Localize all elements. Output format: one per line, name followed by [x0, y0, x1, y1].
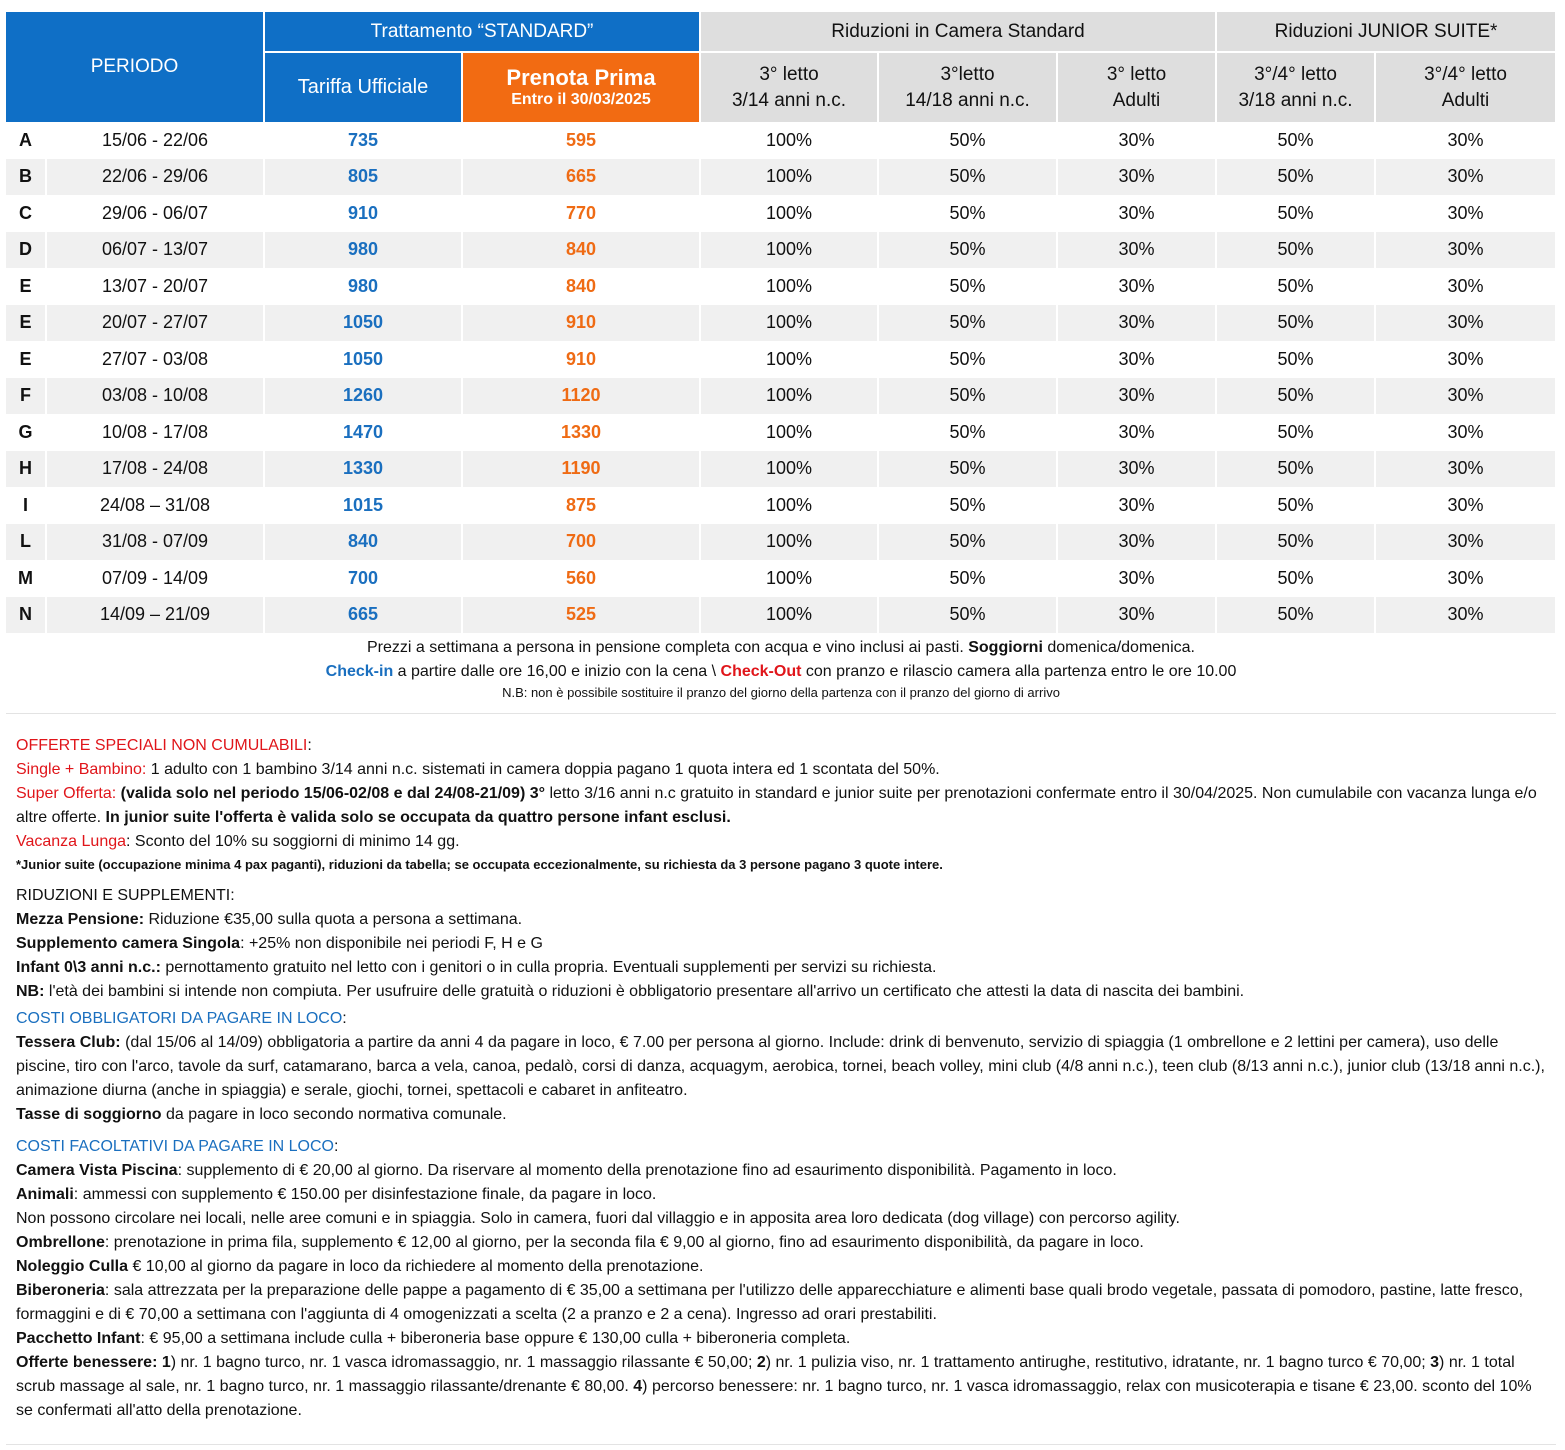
- row-letter: L: [6, 524, 46, 561]
- vista-piscina: Camera Vista Piscina: supplemento di € 20,00 al giorno. Da riservare al momento della prenotazione fino ad esaurimento disponibilità. Pagamento in loco.: [16, 1162, 1117, 1179]
- row-rid-js-3-18: 50%: [1216, 159, 1375, 196]
- row-period: 13/07 - 20/07: [46, 268, 264, 305]
- table-row: [6, 414, 1556, 451]
- row-rid-js-adulti: 30%: [1375, 341, 1556, 378]
- header-trattamento: Trattamento “STANDARD”: [264, 12, 700, 52]
- riduzioni-title: RIDUZIONI E SUPPLEMENTI:: [16, 887, 235, 904]
- row-rid-js-3-18: 50%: [1216, 451, 1375, 488]
- row-rid-js-adulti: 30%: [1375, 195, 1556, 232]
- table-row: [6, 524, 1556, 561]
- row-letter: E: [6, 268, 46, 305]
- prenota-title: Prenota Prima: [506, 65, 656, 91]
- row-rid-3-14: 100%: [700, 341, 878, 378]
- row-prenota: 665: [462, 159, 700, 196]
- animali: Animali: ammessi con supplemento € 150.00 per disinfestazione finale, da pagare in loco.: [16, 1186, 657, 1203]
- row-prenota: 910: [462, 341, 700, 378]
- header-prenota-prima: [462, 52, 700, 122]
- row-period: 10/08 - 17/08: [46, 414, 264, 451]
- noleggio-culla: Noleggio Culla € 10,00 al giorno da pagare in loco da richiedere al momento della prenotazione.: [16, 1258, 704, 1275]
- table-row: [6, 305, 1556, 342]
- header-col-3-14: 3° letto 3/14 anni n.c.: [700, 52, 878, 122]
- table-row: [6, 341, 1556, 378]
- table-row: [6, 159, 1556, 196]
- row-period: 22/06 - 29/06: [46, 159, 264, 196]
- table-row: [6, 268, 1556, 305]
- bottom-divider: [6, 1444, 1556, 1445]
- row-rid-14-18: 50%: [878, 305, 1057, 342]
- row-rid-js-adulti: 30%: [1375, 232, 1556, 269]
- row-rid-js-3-18: 50%: [1216, 597, 1375, 634]
- row-rid-14-18: 50%: [878, 159, 1057, 196]
- row-tariffa: 1050: [264, 305, 462, 342]
- row-tariffa: 735: [264, 122, 462, 159]
- riduzione-mezza: Mezza Pensione: Riduzione €35,00 sulla quota a persona a settimana.: [16, 911, 523, 928]
- row-rid-adulti: 30%: [1057, 597, 1216, 634]
- row-rid-3-14: 100%: [700, 195, 878, 232]
- row-letter: I: [6, 487, 46, 524]
- tessera-club: Tessera Club: (dal 15/06 al 14/09) obbligatoria a partire da anni 4 da pagare in loco, € 7.00 per persona al giorno. Include: drink di benvenuto, servizio di spiaggia (1 ombrellone e 2 lettini per camera), uso delle piscine, tiro con l'arco, tavole da surf, catamarano, barca a vela, canoa, pedalò, corsi di danza, acquagym, aerobica, tornei, beach volley, mini club (4/8 anni n.c.), teen club (8/13 anni n.c.), junior club (13/18 anni n.c.), animazione diurna (anche in spiaggia) e serale, giochi, tornei, spettacoli e cabaret in anfiteatro.: [16, 1034, 1545, 1099]
- table-row: [6, 232, 1556, 269]
- row-rid-3-14: 100%: [700, 560, 878, 597]
- row-rid-3-14: 100%: [700, 159, 878, 196]
- offers-title: OFFERTE SPECIALI NON CUMULABILI:: [16, 737, 312, 754]
- row-tariffa: 665: [264, 597, 462, 634]
- row-rid-js-adulti: 30%: [1375, 451, 1556, 488]
- table-row: [6, 487, 1556, 524]
- table-row: [6, 378, 1556, 415]
- row-period: 27/07 - 03/08: [46, 341, 264, 378]
- row-tariffa: 700: [264, 560, 462, 597]
- row-rid-js-adulti: 30%: [1375, 560, 1556, 597]
- header-col-js-adulti: 3°/4° letto Adulti: [1375, 52, 1556, 122]
- row-rid-js-3-18: 50%: [1216, 305, 1375, 342]
- row-rid-adulti: 30%: [1057, 378, 1216, 415]
- row-rid-js-3-18: 50%: [1216, 341, 1375, 378]
- offer-single: Single + Bambino: 1 adulto con 1 bambino 3/14 anni n.c. sistemati in camera doppia pagano 1 quota intera ed 1 scontata del 50%.: [16, 761, 940, 778]
- animali-note: Non possono circolare nei locali, nelle aree comuni e in spiaggia. Solo in camera, fuori dal villaggio e in apposita area loro dedicata (dog village) con percorso agility.: [16, 1210, 1180, 1227]
- row-rid-js-adulti: 30%: [1375, 305, 1556, 342]
- row-rid-js-3-18: 50%: [1216, 122, 1375, 159]
- row-rid-14-18: 50%: [878, 195, 1057, 232]
- row-letter: M: [6, 560, 46, 597]
- table-row: [6, 597, 1556, 634]
- row-prenota: 1190: [462, 451, 700, 488]
- table-row: [6, 122, 1556, 159]
- row-rid-js-3-18: 50%: [1216, 232, 1375, 269]
- row-prenota: 910: [462, 305, 700, 342]
- pacchetto-infant: Pacchetto Infant: € 95,00 a settimana include culla + biberoneria base oppure € 130,00 culla + biberoneria completa.: [16, 1330, 851, 1347]
- row-rid-js-adulti: 30%: [1375, 378, 1556, 415]
- row-letter: A: [6, 122, 46, 159]
- row-letter: D: [6, 232, 46, 269]
- prenota-sub: Entro il 30/03/2025: [511, 91, 651, 109]
- row-letter: E: [6, 341, 46, 378]
- row-tariffa: 840: [264, 524, 462, 561]
- row-rid-js-adulti: 30%: [1375, 122, 1556, 159]
- row-letter: H: [6, 451, 46, 488]
- row-prenota: 840: [462, 268, 700, 305]
- offerte-benessere: Offerte benessere: 1) nr. 1 bagno turco, nr. 1 vasca idromassaggio, nr. 1 massaggio rilassante € 50,00; 2) nr. 1 pulizia viso, nr. 1 trattamento antirughe, restitutivo, idratante, nr. 1 bagno turco € 70,00; 3) nr. 1 total scrub massage al sale, nr. 1 bagno turco, nr. 1 massaggio rilassante/drenante € 80,00. 4) percorso benessere: nr. 1 bagno turco, nr. 1 vasca idromassaggio, relax con musicoterapia e tisane € 23,00. sconto del 10% se confermati all'atto della prenotazione.: [16, 1354, 1532, 1419]
- row-prenota: 1330: [462, 414, 700, 451]
- tasse-soggiorno: Tasse di soggiorno da pagare in loco secondo normativa comunale.: [16, 1106, 507, 1123]
- row-rid-3-14: 100%: [700, 597, 878, 634]
- row-rid-adulti: 30%: [1057, 414, 1216, 451]
- row-period: 24/08 – 31/08: [46, 487, 264, 524]
- row-rid-adulti: 30%: [1057, 524, 1216, 561]
- row-rid-14-18: 50%: [878, 378, 1057, 415]
- row-period: 17/08 - 24/08: [46, 451, 264, 488]
- row-prenota: 840: [462, 232, 700, 269]
- notes-line-3: N.B: non è possibile sostituire il pranzo del giorno della partenza con il pranzo del giorno di arrivo: [502, 685, 1060, 700]
- row-period: 06/07 - 13/07: [46, 232, 264, 269]
- row-prenota: 1120: [462, 378, 700, 415]
- junior-note: *Junior suite (occupazione minima 4 pax paganti), riduzioni da tabella; se occupata eccezionalmente, su richiesta da 3 persone pagano 3 quote intere.: [16, 857, 943, 872]
- row-rid-14-18: 50%: [878, 560, 1057, 597]
- row-rid-14-18: 50%: [878, 597, 1057, 634]
- row-tariffa: 910: [264, 195, 462, 232]
- ombrellone: Ombrellone: prenotazione in prima fila, supplemento € 12,00 al giorno, per la seconda fila € 9,00 al giorno, fino ad esaurimento disponibilità, da pagare in loco.: [16, 1234, 1144, 1251]
- row-tariffa: 805: [264, 159, 462, 196]
- row-prenota: 560: [462, 560, 700, 597]
- row-rid-js-3-18: 50%: [1216, 195, 1375, 232]
- header-col-adulti: 3° letto Adulti: [1057, 52, 1216, 122]
- row-rid-3-14: 100%: [700, 378, 878, 415]
- header-periodo: PERIODO: [6, 12, 264, 122]
- biberoneria: Biberoneria: sala attrezzata per la preparazione delle pappe a pagamento di € 35,00 a settimana per l'utilizzo delle apparecchiature e alimenti base quali brodo vegetale, passata di pomodoro, pastine, latte fresco, formaggini e di € 70,00 a settimana con l'aggiunta di 4 omogenizzati a scelta (2 a pranzo e 2 a cena). Ingresso ad orari prestabiliti.: [16, 1282, 1524, 1323]
- row-period: 14/09 – 21/09: [46, 597, 264, 634]
- row-rid-3-14: 100%: [700, 268, 878, 305]
- obbligatori-title: COSTI OBBLIGATORI DA PAGARE IN LOCO:: [16, 1010, 347, 1027]
- row-rid-adulti: 30%: [1057, 232, 1216, 269]
- row-rid-adulti: 30%: [1057, 195, 1216, 232]
- header-riduzioni-junior: Riduzioni JUNIOR SUITE*: [1216, 12, 1556, 52]
- riduzione-singola: Supplemento camera Singola: +25% non disponibile nei periodi F, H e G: [16, 935, 543, 952]
- row-period: 07/09 - 14/09: [46, 560, 264, 597]
- row-rid-3-14: 100%: [700, 451, 878, 488]
- row-prenota: 525: [462, 597, 700, 634]
- row-rid-adulti: 30%: [1057, 341, 1216, 378]
- offer-lunga: Vacanza Lunga: Sconto del 10% su soggiorni di minimo 14 gg.: [16, 833, 460, 850]
- row-period: 20/07 - 27/07: [46, 305, 264, 342]
- header-col-js-3-18: 3°/4° letto 3/18 anni n.c.: [1216, 52, 1375, 122]
- row-prenota: 595: [462, 122, 700, 159]
- row-letter: N: [6, 597, 46, 634]
- row-rid-js-3-18: 50%: [1216, 560, 1375, 597]
- row-rid-js-3-18: 50%: [1216, 487, 1375, 524]
- info-block: [16, 734, 1551, 1423]
- price-table: [6, 12, 1557, 634]
- notes-block: [6, 636, 1556, 714]
- row-rid-adulti: 30%: [1057, 268, 1216, 305]
- row-rid-14-18: 50%: [878, 451, 1057, 488]
- riduzione-nb: NB: l'età dei bambini si intende non compiuta. Per usufruire delle gratuità o riduzioni è obbligatorio presentare all'arrivo un certificato che attesti la data di nascita dei bambini.: [16, 983, 1245, 1000]
- row-tariffa: 980: [264, 232, 462, 269]
- row-tariffa: 1260: [264, 378, 462, 415]
- row-letter: G: [6, 414, 46, 451]
- row-letter: E: [6, 305, 46, 342]
- table-row: [6, 451, 1556, 488]
- row-rid-js-3-18: 50%: [1216, 414, 1375, 451]
- header-col-14-18: 3°letto 14/18 anni n.c.: [878, 52, 1057, 122]
- row-rid-adulti: 30%: [1057, 305, 1216, 342]
- row-rid-adulti: 30%: [1057, 159, 1216, 196]
- row-rid-3-14: 100%: [700, 487, 878, 524]
- checkout-label: Check-Out: [720, 663, 802, 680]
- row-prenota: 770: [462, 195, 700, 232]
- row-period: 29/06 - 06/07: [46, 195, 264, 232]
- row-rid-adulti: 30%: [1057, 487, 1216, 524]
- row-rid-14-18: 50%: [878, 122, 1057, 159]
- row-rid-3-14: 100%: [700, 305, 878, 342]
- row-tariffa: 1470: [264, 414, 462, 451]
- facoltativi-title: COSTI FACOLTATIVI DA PAGARE IN LOCO:: [16, 1138, 339, 1155]
- row-period: 31/08 - 07/09: [46, 524, 264, 561]
- row-rid-js-adulti: 30%: [1375, 487, 1556, 524]
- row-rid-js-3-18: 50%: [1216, 378, 1375, 415]
- offer-super: Super Offerta: (valida solo nel periodo 15/06-02/08 e dal 24/08-21/09) 3° letto 3/16 anni n.c gratuito in standard e junior suite per prenotazioni confermate entro il 30/04/2025. Non cumulabile con vacanza lunga e/o altre offerte. In junior suite l'offerta è valida solo se occupata da quattro persone infant esclusi.: [16, 785, 1537, 826]
- row-rid-3-14: 100%: [700, 122, 878, 159]
- row-rid-js-3-18: 50%: [1216, 524, 1375, 561]
- row-rid-14-18: 50%: [878, 232, 1057, 269]
- row-rid-js-3-18: 50%: [1216, 268, 1375, 305]
- row-rid-js-adulti: 30%: [1375, 414, 1556, 451]
- row-period: 15/06 - 22/06: [46, 122, 264, 159]
- row-rid-14-18: 50%: [878, 524, 1057, 561]
- row-rid-adulti: 30%: [1057, 560, 1216, 597]
- table-row: [6, 195, 1556, 232]
- header-riduzioni-standard: Riduzioni in Camera Standard: [700, 12, 1216, 52]
- checkin-label: Check-in: [325, 663, 394, 680]
- row-letter: C: [6, 195, 46, 232]
- row-prenota: 700: [462, 524, 700, 561]
- row-rid-js-adulti: 30%: [1375, 268, 1556, 305]
- row-letter: B: [6, 159, 46, 196]
- table-row: [6, 560, 1556, 597]
- row-rid-adulti: 30%: [1057, 122, 1216, 159]
- row-letter: F: [6, 378, 46, 415]
- row-tariffa: 980: [264, 268, 462, 305]
- row-rid-3-14: 100%: [700, 524, 878, 561]
- notes-line-1: Prezzi a settimana a persona in pensione completa con acqua e vino inclusi ai pasti. Soggiorni domenica/domenica.: [367, 639, 1195, 656]
- row-tariffa: 1050: [264, 341, 462, 378]
- row-period: 03/08 - 10/08: [46, 378, 264, 415]
- row-rid-14-18: 50%: [878, 341, 1057, 378]
- row-rid-3-14: 100%: [700, 414, 878, 451]
- row-rid-14-18: 50%: [878, 487, 1057, 524]
- row-rid-adulti: 30%: [1057, 451, 1216, 488]
- row-rid-js-adulti: 30%: [1375, 159, 1556, 196]
- row-rid-js-adulti: 30%: [1375, 597, 1556, 634]
- header-tariffa-ufficiale: Tariffa Ufficiale: [264, 52, 462, 122]
- row-rid-3-14: 100%: [700, 232, 878, 269]
- riduzione-infant: Infant 0\3 anni n.c.: pernottamento gratuito nel letto con i genitori o in culla propria. Eventuali supplementi per servizi su richiesta.: [16, 959, 937, 976]
- notes-line-2: Check-in a partire dalle ore 16,00 e inizio con la cena \ Check-Out con pranzo e rilascio camera alla partenza entro le ore 10.00: [325, 663, 1237, 680]
- row-rid-14-18: 50%: [878, 414, 1057, 451]
- row-tariffa: 1330: [264, 451, 462, 488]
- row-prenota: 875: [462, 487, 700, 524]
- row-rid-14-18: 50%: [878, 268, 1057, 305]
- row-rid-js-adulti: 30%: [1375, 524, 1556, 561]
- row-tariffa: 1015: [264, 487, 462, 524]
